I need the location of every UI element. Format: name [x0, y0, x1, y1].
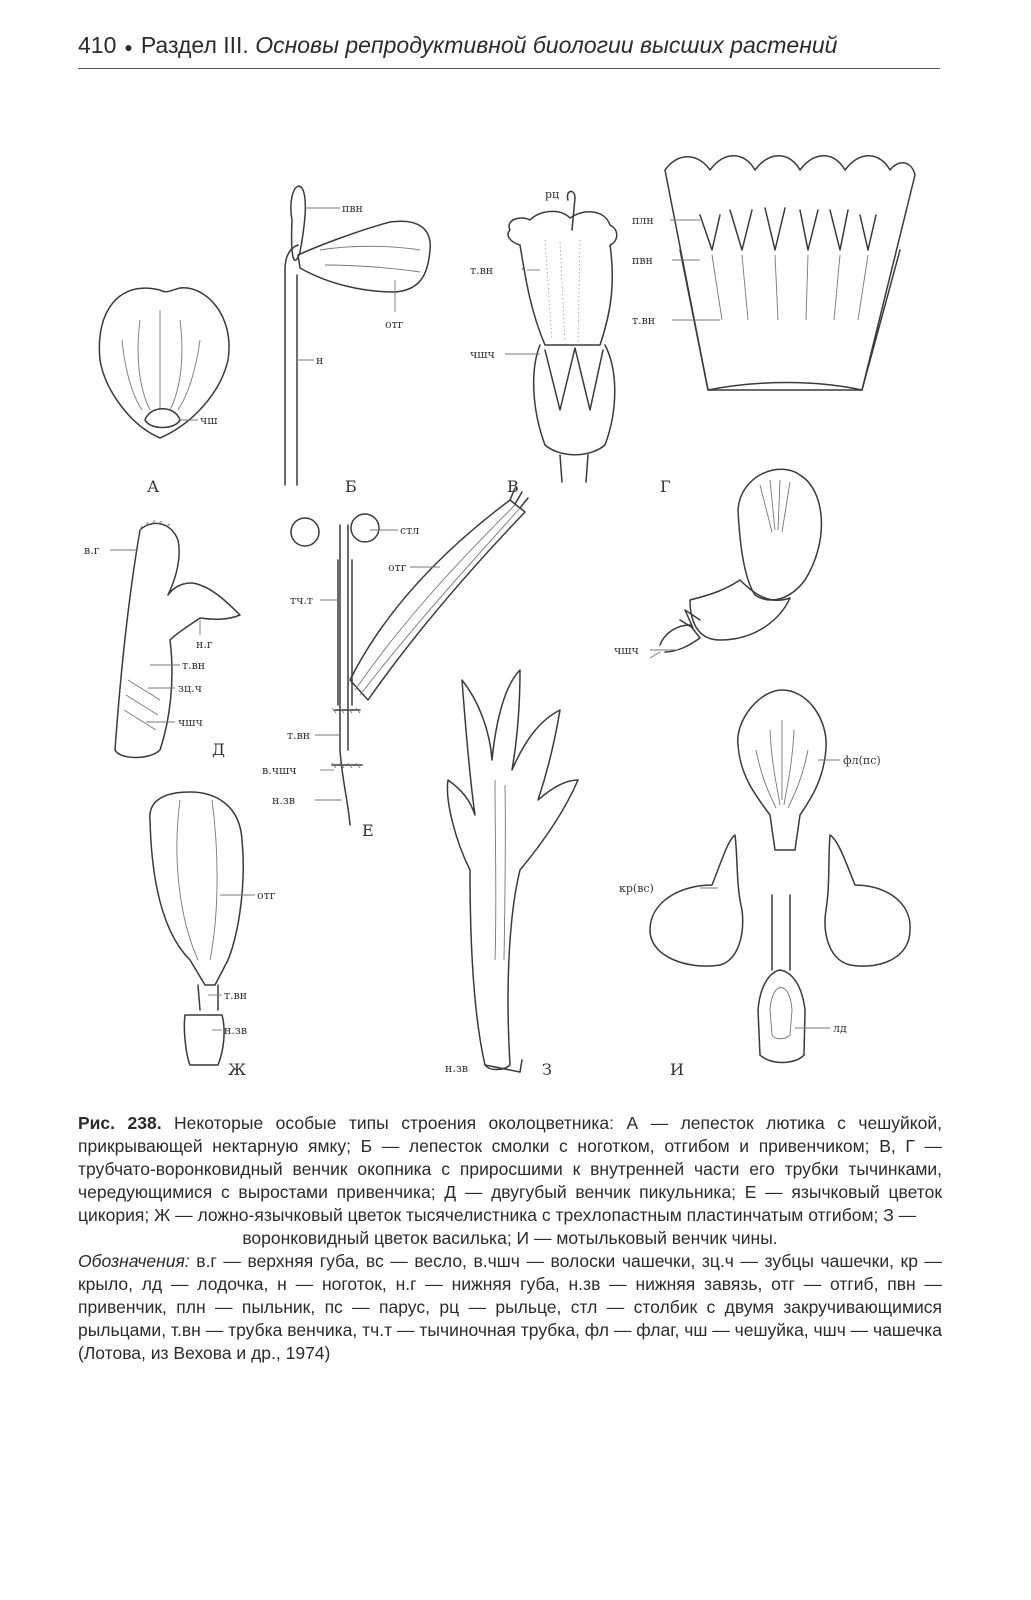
- label-d-zch: зц.ч: [178, 682, 202, 695]
- label-d-tvn: т.вн: [182, 659, 206, 672]
- label-z-nzv: н.зв: [445, 1062, 469, 1075]
- label-g-pvn: пвн: [632, 254, 653, 267]
- label-e-vchshch: в.чшч: [262, 764, 297, 777]
- label-b-n: н: [316, 354, 324, 367]
- caption-text: Некоторые особые типы строения околоцветника: А — лепесток лютика с чешуйкой, прикрывающей нектарную ямку; Б — лепесток смолки с ноготком, отгибом и привенчиком; В, Г — трубчато-воронковидный венчик окопника с приросшими к внутренней части его трубки тычинками, чередующимися с выростами привенчика; Д — двугубый венчик пикульника; Е — язычковый цветок цикория; Ж — ложно-язычковый цветок тысячелистника с трехлопастным пластинчатым отгибом; З —: [78, 1113, 942, 1225]
- label-d-chshch: чшч: [178, 716, 203, 729]
- drawing-b-petal: [285, 186, 430, 496]
- bullet-icon: ●: [124, 38, 133, 55]
- label-b-pvn: пвн: [342, 202, 363, 215]
- letter-d: Д: [212, 740, 226, 759]
- drawing-a-petal: [99, 288, 229, 496]
- figure-caption: [78, 1112, 942, 1365]
- label-a-chsh: чш: [200, 414, 218, 427]
- label-v-rts: рц: [545, 188, 560, 201]
- label-v-tvn: т.вн: [470, 264, 494, 277]
- drawing-d-flower: [84, 520, 240, 759]
- drawing-v-flower: [470, 188, 617, 496]
- label-i-chshch: чшч: [614, 644, 639, 657]
- label-i-fl: фл(пс): [843, 754, 881, 767]
- caption-main: [78, 1112, 942, 1227]
- label-zh-otg: отг: [257, 889, 276, 902]
- page-number: 410: [78, 32, 117, 58]
- botanical-figure: [0, 80, 1031, 1100]
- label-e-nzv: н.зв: [272, 794, 296, 807]
- figure-drawing: [0, 80, 1031, 1100]
- label-d-ng: н.г: [196, 638, 213, 651]
- label-zh-tvn: т.вн: [224, 989, 248, 1002]
- label-b-otg: отг: [385, 318, 404, 331]
- drawing-e-flower: [262, 488, 528, 840]
- label-g-tvn: т.вн: [632, 314, 656, 327]
- drawing-i-corolla: [614, 469, 910, 1079]
- section-label: Раздел III.: [140, 32, 249, 58]
- letter-e: Е: [362, 821, 374, 840]
- label-g-pln: плн: [632, 214, 654, 227]
- drawing-g-corolla: [632, 156, 915, 496]
- label-i-ld: лд: [833, 1022, 847, 1035]
- legend-label: Обозначения:: [78, 1251, 190, 1271]
- letter-a: А: [147, 477, 160, 496]
- letter-v: В: [507, 477, 519, 496]
- label-d-vg: в.г: [84, 544, 100, 557]
- running-head: [78, 32, 837, 59]
- letter-g: Г: [660, 477, 671, 496]
- letter-b: Б: [345, 477, 357, 496]
- letter-zh: Ж: [228, 1060, 246, 1079]
- label-zh-nzv: н.зв: [224, 1024, 248, 1037]
- label-v-chshch: чшч: [470, 348, 495, 361]
- caption-legend: [78, 1250, 942, 1365]
- label-e-tcht: тч.т: [290, 594, 313, 607]
- legend-text: в.г — верхняя губа, вс — весло, в.чшч — волоски чашечки, зц.ч — зубцы чашечки, кр — крыло, лд — лодочка, н — ноготок, н.г — нижняя губа, н.зв — нижняя завязь, отг — отгиб, пвн — привенчик, плн — пыльник, пс — парус, рц — рыльце, стл — столбик с двумя закручивающимися рыльцами, т.вн — трубка венчика, тч.т — тычиночная трубка, фл — флаг, чш — чешуйка, чшч — чашечка (Лотова, из Вехова и др., 1974): [78, 1251, 942, 1363]
- label-e-otg: отг: [388, 561, 407, 574]
- letter-i: И: [670, 1060, 684, 1079]
- label-e-tvn: т.вн: [287, 729, 311, 742]
- label-e-stl: стл: [400, 524, 420, 537]
- page-header: [78, 28, 940, 69]
- label-i-kr: кр(вс): [619, 882, 654, 895]
- book-title: Основы репродуктивной биологии высших растений: [255, 32, 838, 58]
- drawing-z-flower: [445, 670, 578, 1079]
- drawing-zh-flower: [150, 792, 276, 1079]
- letter-z: З: [542, 1060, 552, 1079]
- figure-number: Рис. 238.: [78, 1113, 162, 1133]
- caption-main-end: воронковидный цветок василька; И — мотыльковый венчик чины.: [242, 1228, 778, 1248]
